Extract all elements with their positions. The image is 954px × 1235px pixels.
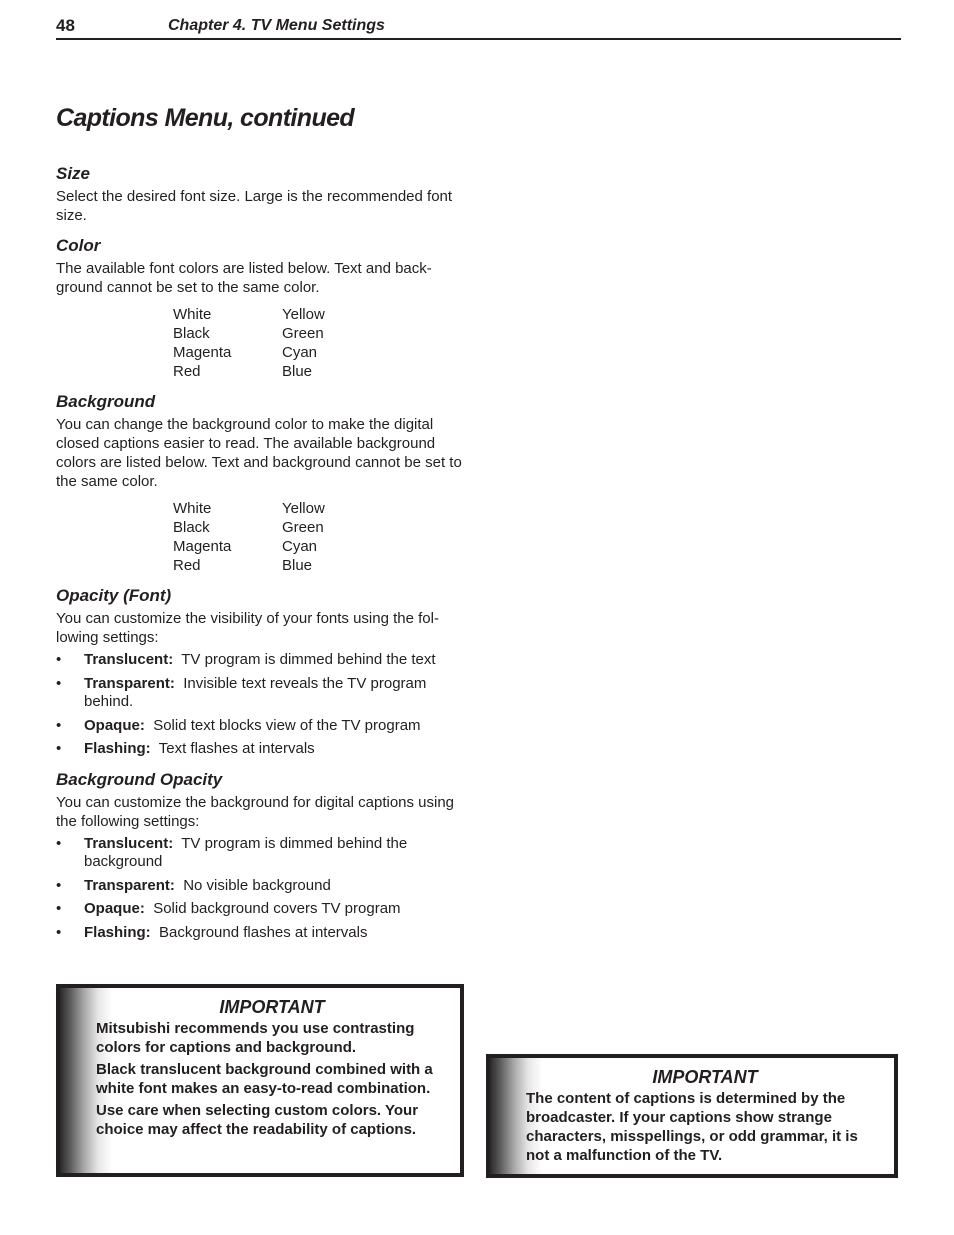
page-header (56, 14, 901, 40)
item-label: Flashing: (84, 923, 151, 941)
bullet: • (56, 834, 62, 852)
chapter-title: Chapter 4. TV Menu Settings (168, 17, 385, 34)
item-label: Transparent: (84, 674, 175, 692)
color-option: Black (173, 519, 210, 536)
list-item (56, 651, 468, 670)
bullet: • (56, 923, 62, 941)
background-opacity-text: You can customize the background for digital captions using the following settings: (56, 793, 455, 830)
background-section (56, 391, 468, 575)
background-opacity-list (56, 835, 468, 943)
opacity-font-text: You can customize the visibility of your fonts using the fol-lowing settings: (56, 610, 439, 646)
color-option: White (173, 306, 212, 323)
color-option: Yellow (282, 500, 325, 517)
size-section (56, 163, 468, 225)
item-label: Translucent: (84, 834, 174, 852)
important-text: Black translucent background combined with a white font makes an easy-to-read combination. (96, 1061, 433, 1097)
background-heading: Background (56, 392, 156, 411)
background-opacity-section (56, 769, 468, 943)
list-item (56, 717, 468, 736)
main-column (56, 163, 468, 952)
color-text: The available font colors are listed below. Text and back-ground cannot be set to the same color. (56, 260, 432, 296)
color-option: Red (173, 557, 201, 574)
color-heading: Color (56, 236, 101, 255)
color-section (56, 235, 468, 381)
page-number: 48 (56, 16, 75, 35)
bullet: • (56, 716, 62, 734)
list-item (56, 900, 468, 919)
background-color-list (173, 499, 468, 575)
color-option: Cyan (282, 344, 318, 361)
font-color-list (173, 305, 468, 381)
important-text: Use care when selecting custom colors. Your choice may affect the readability of captions. (96, 1102, 419, 1138)
item-text: No visible background (183, 876, 331, 894)
opacity-font-list (56, 651, 468, 759)
page-title: Captions Menu, continued (56, 104, 355, 132)
list-item (56, 877, 468, 896)
color-option: White (173, 500, 212, 517)
color-option: Yellow (282, 306, 325, 323)
size-text: Select the desired font size. Large is the recommended font size. (56, 188, 453, 224)
item-text: TV program is dimmed behind the background (84, 834, 408, 870)
list-item (56, 924, 468, 943)
list-item (56, 835, 468, 872)
item-text: Solid background covers TV program (153, 900, 401, 917)
item-text: Solid text blocks view of the TV program (153, 716, 421, 734)
size-heading: Size (56, 164, 91, 183)
item-label: Opaque: (84, 900, 145, 917)
list-item (56, 740, 468, 759)
color-option: Black (173, 325, 210, 342)
item-label: Opaque: (84, 716, 145, 734)
color-option: Magenta (173, 344, 232, 361)
bullet: • (56, 740, 62, 757)
important-heading: IMPORTANT (652, 1067, 758, 1087)
important-text: The content of captions is determined by the broadcaster. If your captions show strange characters, misspellings, or odd grammar, it is not a malfunction of the TV. (526, 1090, 858, 1164)
important-note-colors (56, 984, 464, 1177)
color-option: Red (173, 363, 201, 380)
background-text: You can change the background color to make the digital closed captions easier to read. The available background colors are listed below. Text and background cannot be set to the same color. (56, 416, 462, 490)
important-text: Mitsubishi recommends you use contrasting colors for captions and background. (96, 1020, 415, 1056)
color-option: Blue (282, 363, 313, 380)
item-text: Text flashes at intervals (158, 740, 315, 757)
item-label: Transparent: (84, 876, 175, 894)
important-heading: IMPORTANT (219, 997, 325, 1017)
bullet: • (56, 876, 62, 894)
bullet: • (56, 674, 62, 692)
item-text: Invisible text reveals the TV program behind. (84, 674, 427, 710)
item-label: Flashing: (84, 740, 151, 757)
item-label: Translucent: (84, 651, 174, 668)
bullet: • (56, 651, 62, 668)
opacity-font-section (56, 585, 468, 759)
color-option: Magenta (173, 538, 232, 555)
background-opacity-heading: Background Opacity (56, 769, 223, 789)
color-option: Green (282, 519, 324, 536)
item-text: TV program is dimmed behind the text (181, 651, 436, 668)
opacity-font-heading: Opacity (Font) (56, 586, 172, 605)
important-note-broadcaster (486, 1054, 898, 1178)
list-item (56, 675, 468, 712)
color-option: Green (282, 325, 324, 342)
bullet: • (56, 900, 62, 917)
item-text: Background flashes at intervals (159, 923, 368, 941)
color-option: Cyan (282, 538, 318, 555)
color-option: Blue (282, 557, 313, 574)
